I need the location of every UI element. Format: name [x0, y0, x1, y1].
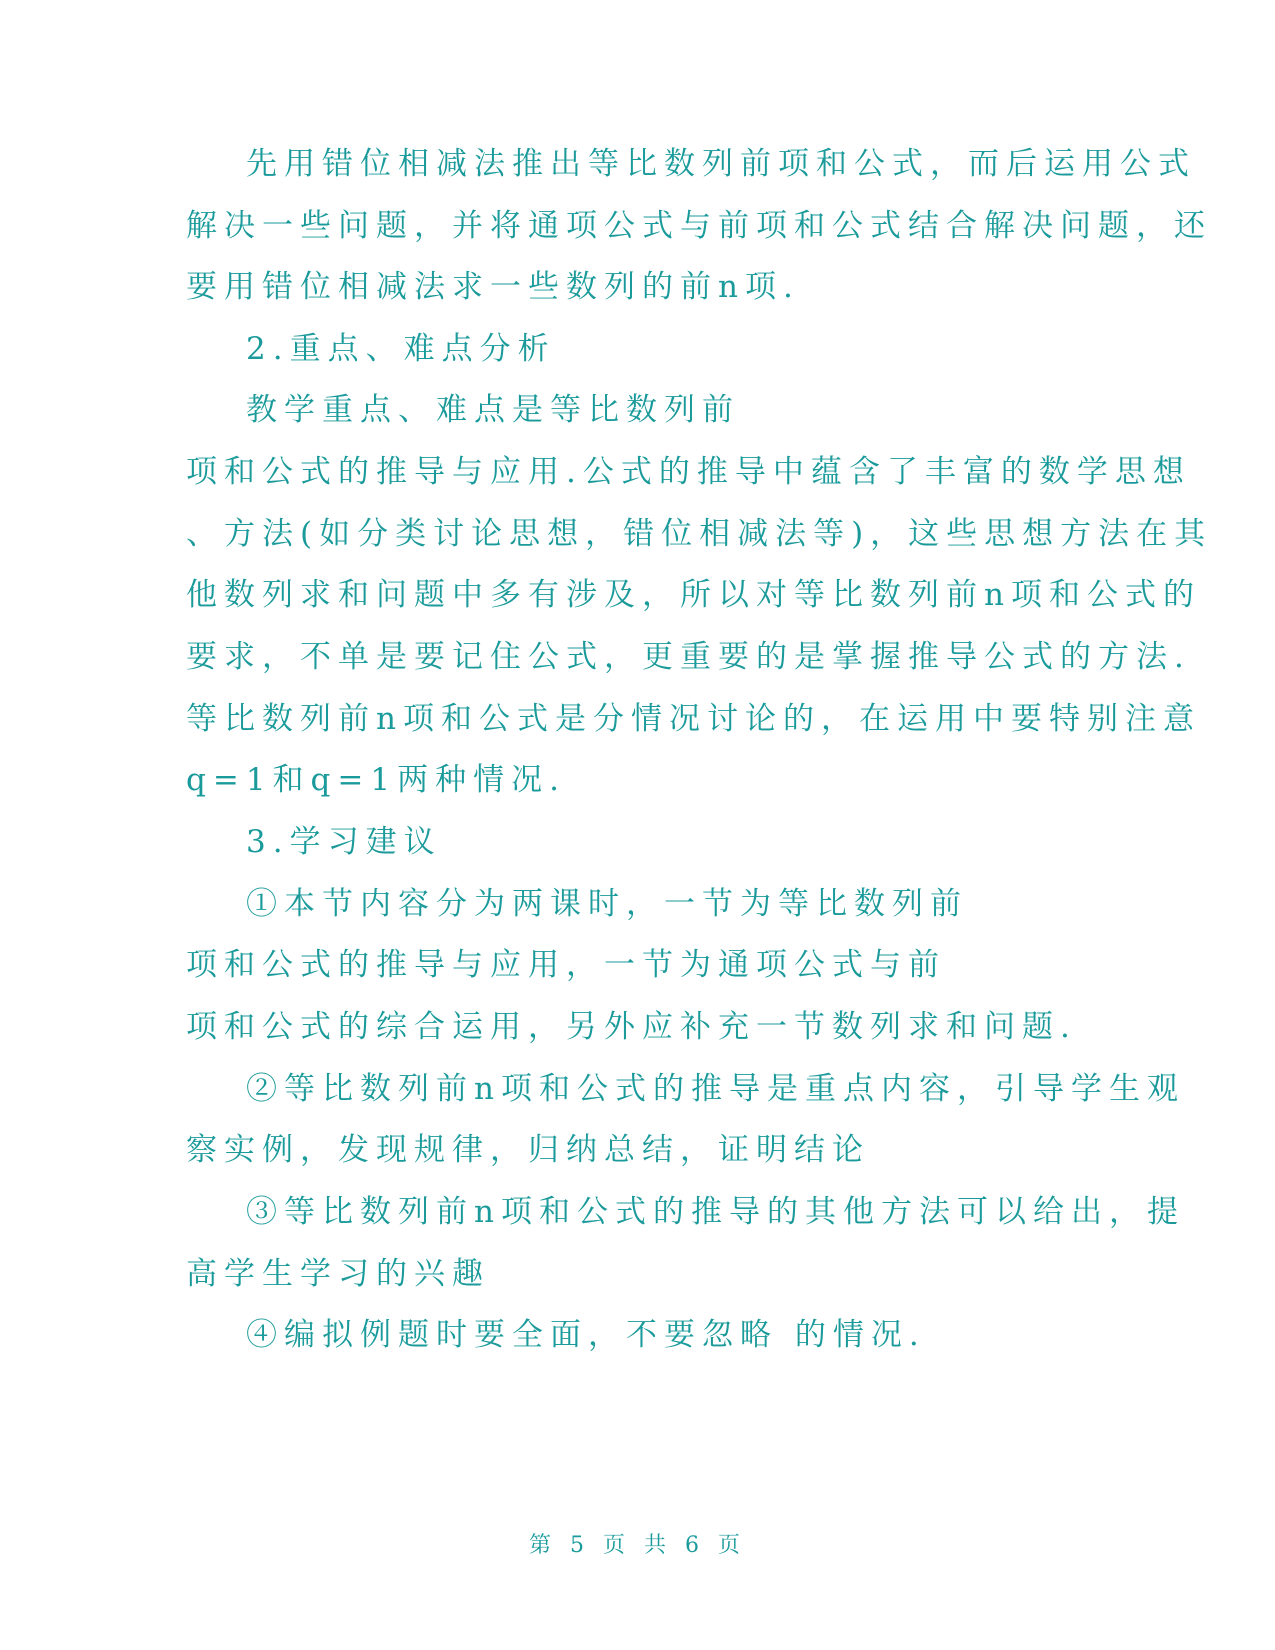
page-footer: 第 5 页 共 6 页 [529, 1533, 746, 1558]
paragraph-line: q=1和q=1两种情况. [186, 762, 566, 798]
list-item-line: ②等比数列前n项和公式的推导是重点内容，引导学生观 [246, 1071, 1185, 1107]
paragraph-line: 教学重点、难点是等比数列前 [246, 392, 740, 428]
list-item-line: ③等比数列前n项和公式的推导的其他方法可以给出，提 [246, 1194, 1185, 1230]
list-item-line: 察实例，发现规律，归纳总结，证明结论 [186, 1132, 870, 1168]
list-item-line: 高学生学习的兴趣 [186, 1256, 490, 1292]
section-heading: 2.重点、难点分析 [246, 331, 556, 367]
paragraph-line: 项和公式的推导与应用.公式的推导中蕴含了丰富的数学思想 [186, 454, 1191, 490]
list-item-line: 项和公式的综合运用，另外应补充一节数列求和问题. [186, 1009, 1077, 1045]
paragraph-line: 他数列求和问题中多有涉及，所以对等比数列前n项和公式的 [186, 577, 1201, 613]
list-item-line: 项和公式的推导与应用，一节为通项公式与前 [186, 947, 946, 983]
section-heading: 3.学习建议 [246, 824, 442, 860]
paragraph-line: 先用错位相减法推出等比数列前项和公式，而后运用公式 [246, 146, 1196, 182]
list-item-line: ④编拟例题时要全面，不要忽略 的情况. [246, 1317, 926, 1353]
list-item-line: ①本节内容分为两课时，一节为等比数列前 [246, 886, 968, 922]
paragraph-line: 要用错位相减法求一些数列的前n项. [186, 269, 800, 305]
paragraph-line: 等比数列前n项和公式是分情况讨论的，在运用中要特别注意 [186, 701, 1201, 737]
paragraph-line: 解决一些问题，并将通项公式与前项和公式结合解决问题，还 [186, 208, 1212, 244]
paragraph-line: 要求，不单是要记住公式，更重要的是掌握推导公式的方法. [186, 639, 1191, 675]
paragraph-line: 、方法(如分类讨论思想，错位相减法等)，这些思想方法在其 [186, 516, 1213, 552]
